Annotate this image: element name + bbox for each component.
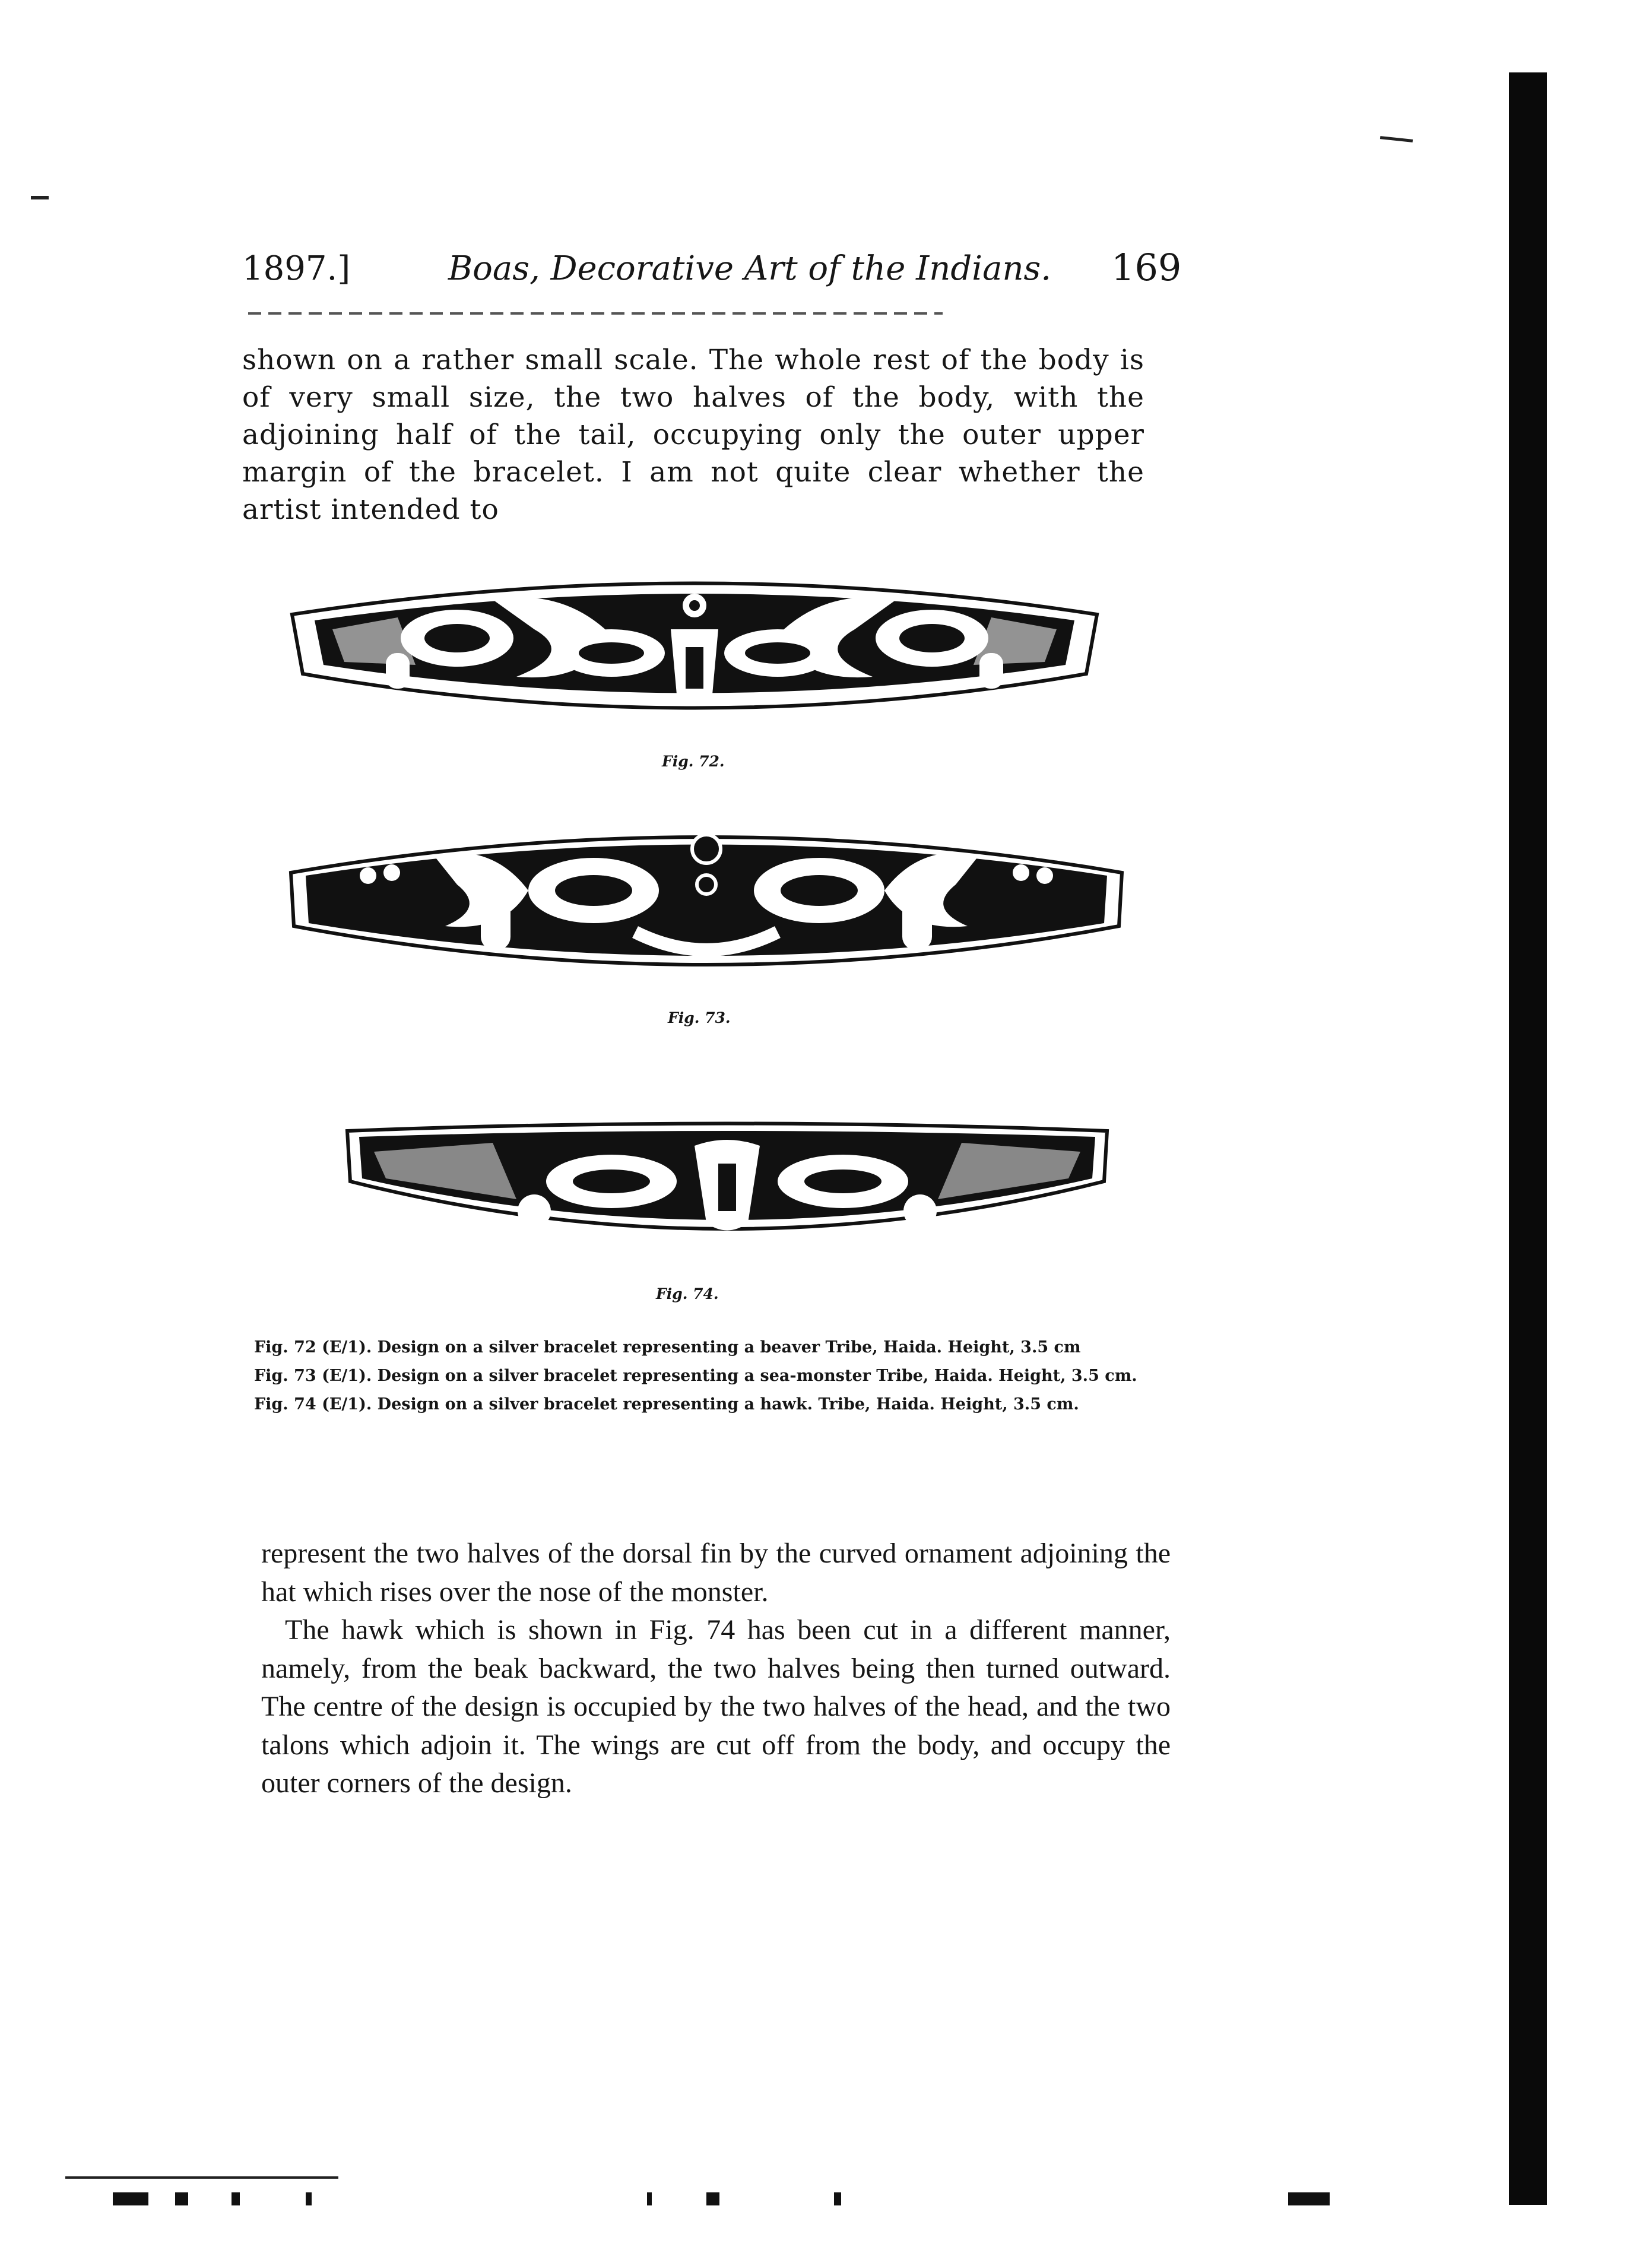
figure-captions (254, 1339, 1168, 1424)
caption-figure-73: Fig. 73 (E/1). Design on a silver bracelet representing a sea-monster Tribe, Haida. Height, 3.5 cm. (254, 1367, 1137, 1385)
figure-74-image (338, 1110, 1116, 1264)
scan-artifact (834, 2192, 841, 2205)
header-rule (248, 312, 943, 315)
paragraph: The hawk which is shown in Fig. 74 has been cut in a different manner, namely, from the beak backward, the two halves being then turned outward. The centre of the design is occupied by the two halves of the head, and the two talons which adjoin it. The wings are cut off from the body, and occupy the outer corners of the design. (261, 1614, 1171, 1799)
scan-artifact (113, 2192, 148, 2205)
scan-artifact (175, 2192, 188, 2205)
scan-artifact (232, 2192, 240, 2205)
scan-mark (31, 196, 49, 199)
figure-74-label: Fig. 74. (656, 1285, 719, 1302)
body-text-top (242, 341, 1144, 528)
scan-mark (1380, 136, 1413, 142)
header-year: 1897.] (242, 249, 351, 288)
body-text-bottom (261, 1535, 1171, 1803)
hawk-bracelet-design-icon (347, 1124, 1107, 1231)
paragraph: shown on a rather small scale. The whole rest of the body is of very small size, the two halves of the body, with the adjoining half of the tail, occupying only the outer upper margin of the bracelet. I am not quite clear whether the artist intended to (242, 344, 1144, 526)
scan-line (65, 2176, 338, 2179)
scan-artifact (306, 2192, 312, 2205)
header-title: Boas, Decorative Art of the Indians. (448, 249, 1052, 288)
paragraph: represent the two halves of the dorsal fin by the curved ornament adjoining the hat which rises over the nose of the monster. (261, 1538, 1171, 1608)
caption-figure-74: Fig. 74 (E/1). Design on a silver bracelet representing a hawk. Tribe, Haida. Height, 3.5 cm. (254, 1395, 1079, 1414)
running-header (237, 246, 1182, 303)
scan-artifact (706, 2192, 719, 2205)
figure-72-label: Fig. 72. (662, 753, 725, 770)
scan-artifact (1288, 2192, 1330, 2205)
scan-artifact (647, 2192, 652, 2205)
scan-edge-shadow (1509, 72, 1547, 2205)
figure-73-label: Fig. 73. (668, 1009, 731, 1026)
caption-figure-72: Fig. 72 (E/1). Design on a silver bracelet representing a beaver Tribe, Haida. Height, 3.5 cm (254, 1338, 1081, 1357)
sea-monster-bracelet-design-icon (291, 835, 1122, 965)
figure-72-image (279, 564, 1110, 742)
beaver-bracelet-design-icon (292, 584, 1097, 708)
figure-73-image (279, 807, 1134, 997)
page-number: 169 (1111, 246, 1182, 289)
